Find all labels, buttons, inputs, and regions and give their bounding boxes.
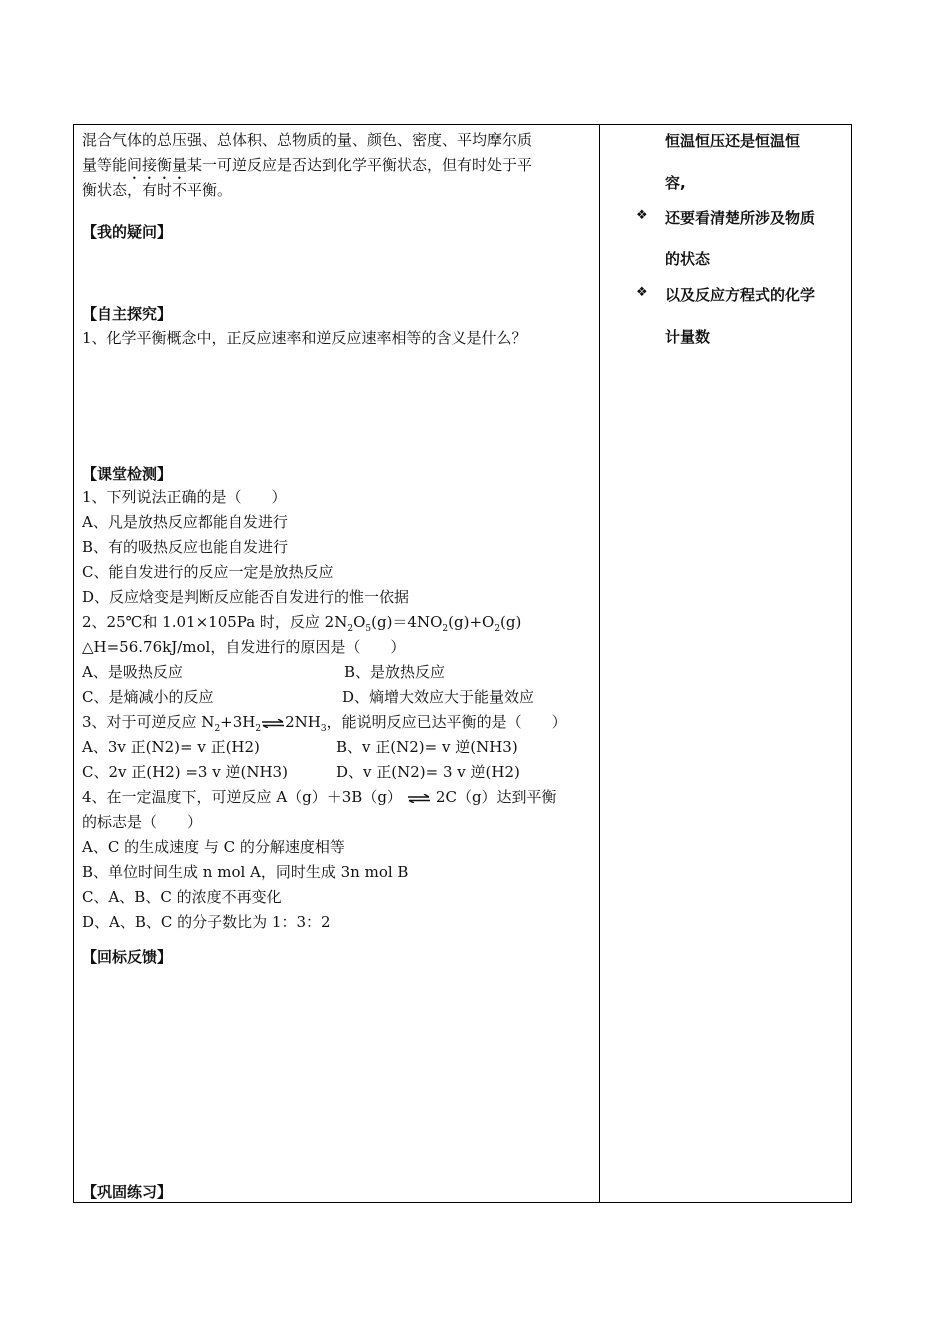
check-q1-option-c: C、能自发进行的反应一定是放热反应 <box>82 563 334 581</box>
explore-question-1: 1、化学平衡概念中，正反应速率和逆反应速率相等的含义是什么？ <box>82 329 527 347</box>
side-note-line-6: 计量数 <box>665 328 711 346</box>
check-q4: 4、在一定温度下，可逆反应 A（g）＋3B（g） 2C（g）达到平衡 <box>82 788 557 806</box>
side-note-line-1: 恒温恒压还是恒温恒 <box>665 132 801 150</box>
check-q2: 2、25℃和 1.01×105Pa 时，反应 $2N_2O_5(g)=4NO_2(g)+O_2(g)$ <box>82 613 522 634</box>
diamond-bullet-icon: ❖ <box>636 285 648 300</box>
check-q4-line-2: 的标志是（ ） <box>82 813 203 831</box>
check-q1-option-a: A、凡是放热反应都能自发进行 <box>82 513 288 531</box>
diamond-bullet-icon: ❖ <box>636 208 648 223</box>
check-q2-option-a: A、是吸热反应 <box>82 663 183 681</box>
intro-line-1: 混合气体的总压强、总体积、总物质的量、颜色、密度、平均摩尔质 <box>82 131 533 149</box>
side-note-line-2: 容, <box>665 174 686 192</box>
emphasized-text: 间接衡量 <box>127 156 188 174</box>
section-practice: 【巩固练习】 <box>82 1183 173 1201</box>
check-q3-option-d: D、v 正(N2)= 3 v 逆(H2) <box>336 763 520 781</box>
check-q3: 3、对于可逆反应 $N_2+3H_2$ $2NH_3$，能说明反应已达平衡的是（ ） <box>82 713 567 734</box>
check-q1-option-b: B、有的吸热反应也能自发进行 <box>82 538 289 556</box>
intro-line-2: 量等能间接衡量某一可逆反应是否达到化学平衡状态，但有时处于平 <box>82 156 533 174</box>
intro-line-3: 衡状态，有时不平衡。 <box>82 181 233 199</box>
check-q2-line-2: △H=56.76kJ/mol，自发进行的原因是（ ） <box>82 638 406 656</box>
section-my-questions: 【我的疑问】 <box>82 223 173 241</box>
check-q2-option-d: D、熵增大效应大于能量效应 <box>342 688 535 706</box>
section-self-explore: 【自主探究】 <box>82 305 173 323</box>
side-note-line-3: 还要看清楚所涉及物质 <box>665 209 816 227</box>
check-q3-option-b: B、v 正(N2)= v 逆(NH3) <box>336 738 518 756</box>
check-q4-option-b: B、单位时间生成 n mol A，同时生成 3n mol B <box>82 863 409 881</box>
check-q2-option-b: B、是放热反应 <box>344 663 446 681</box>
check-q4-option-a: A、C 的生成速度 与 C 的分解速度相等 <box>82 838 345 856</box>
check-q4-option-d: D、A、B、C 的分子数比为 1：3：2 <box>82 913 331 931</box>
section-class-check: 【课堂检测】 <box>82 465 173 483</box>
document-table <box>73 124 852 1203</box>
check-q4-option-c: C、A、B、C 的浓度不再变化 <box>82 888 282 906</box>
check-q1-option-d: D、反应焓变是判断反应能否自发进行的惟一依据 <box>82 588 410 606</box>
equilibrium-arrow-icon <box>402 794 436 803</box>
check-q3-option-a: A、3v 正(N2)= v 正(H2) <box>82 738 260 756</box>
section-feedback: 【回标反馈】 <box>82 948 173 966</box>
column-divider <box>599 125 600 1202</box>
side-note-line-4: 的状态 <box>665 250 711 268</box>
side-note-line-5: 以及反应方程式的化学 <box>665 286 816 304</box>
check-q1: 1、下列说法正确的是（ ） <box>82 488 287 506</box>
check-q2-option-c: C、是熵减小的反应 <box>82 688 214 706</box>
equilibrium-arrow-icon <box>261 719 285 728</box>
check-q3-option-c: C、2v 正(H2) =3 v 逆(NH3) <box>82 763 288 781</box>
